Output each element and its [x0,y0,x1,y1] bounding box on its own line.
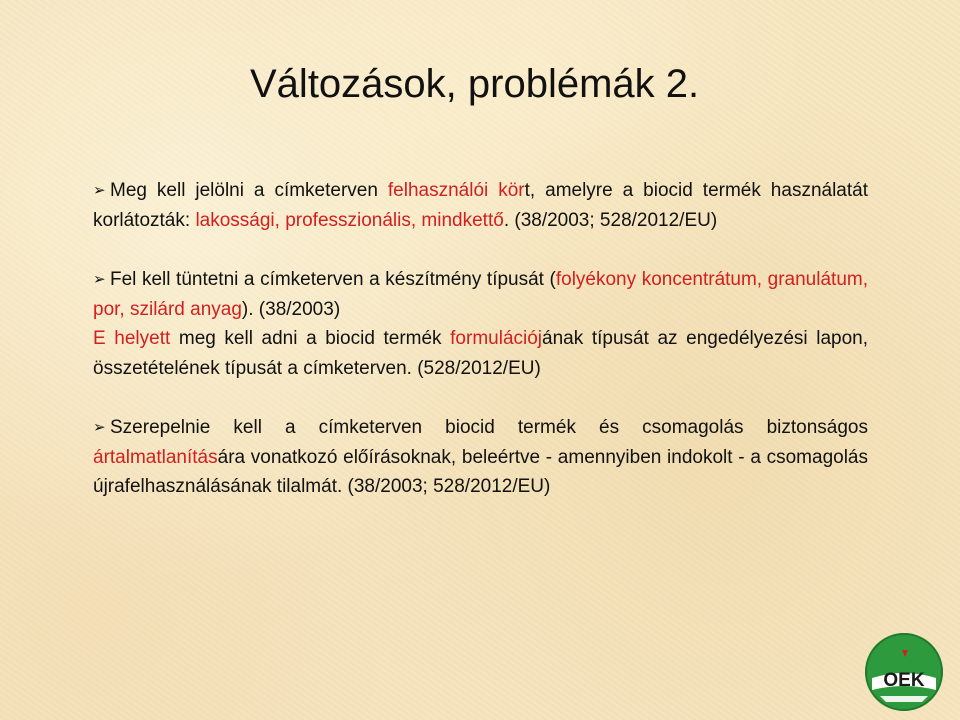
highlight-instead: E helyett [93,328,171,349]
bullet-paragraph-1 [93,176,868,235]
text-segment: ). (38/2003) [241,298,341,320]
oek-logo-icon [862,630,946,714]
highlight-user-types: lakossági, professzionális, mindkettő [195,209,504,231]
slide-title: Változások, problémák 2. [250,62,700,106]
highlight-user-group: felhasználói kör [387,180,525,201]
text-segment: t, amelyre a biocid termék használatát korlátozták: [93,180,868,231]
text-segment: Fel kell tüntetni a címketerven a készítmény típusát ( [110,269,556,290]
oek-logo [862,630,946,714]
highlight-product-forms: folyékony koncentrátum, granulátum, por, szilárd anyag [93,269,868,320]
highlight-formulation: formulációj [450,328,543,349]
arrow-bullet-icon: ➢ [93,182,106,199]
bullet-paragraph-3 [93,413,868,502]
text-segment: ának típusát az engedélyezési lapon, összetételének típusát a címketerven. (528/2012/EU) [93,328,868,379]
text-segment: Szerepelnie kell a címketerven biocid termék és csomagolás biztonságos [110,417,868,438]
text-segment: Meg kell jelölni a címketerven [110,180,388,201]
continuation-paragraph [93,324,868,383]
text-segment: meg kell adni a biocid termék [170,328,451,349]
highlight-disposal: ártalmatlanítás [93,446,218,468]
bullet-paragraph-2 [93,265,868,324]
arrow-bullet-icon: ➢ [93,271,106,288]
arrow-bullet-icon: ➢ [93,419,106,436]
logo-text: OEK [883,670,925,691]
text-segment: ára vonatkozó előírásoknak, beleértve - amennyiben indokolt - a csomagolás újrafelhasználásának tilalmát. (38/2003; 528/2012/EU) [93,446,868,497]
slide-content [93,176,868,532]
text-segment: . (38/2003; 528/2012/EU) [503,209,718,231]
